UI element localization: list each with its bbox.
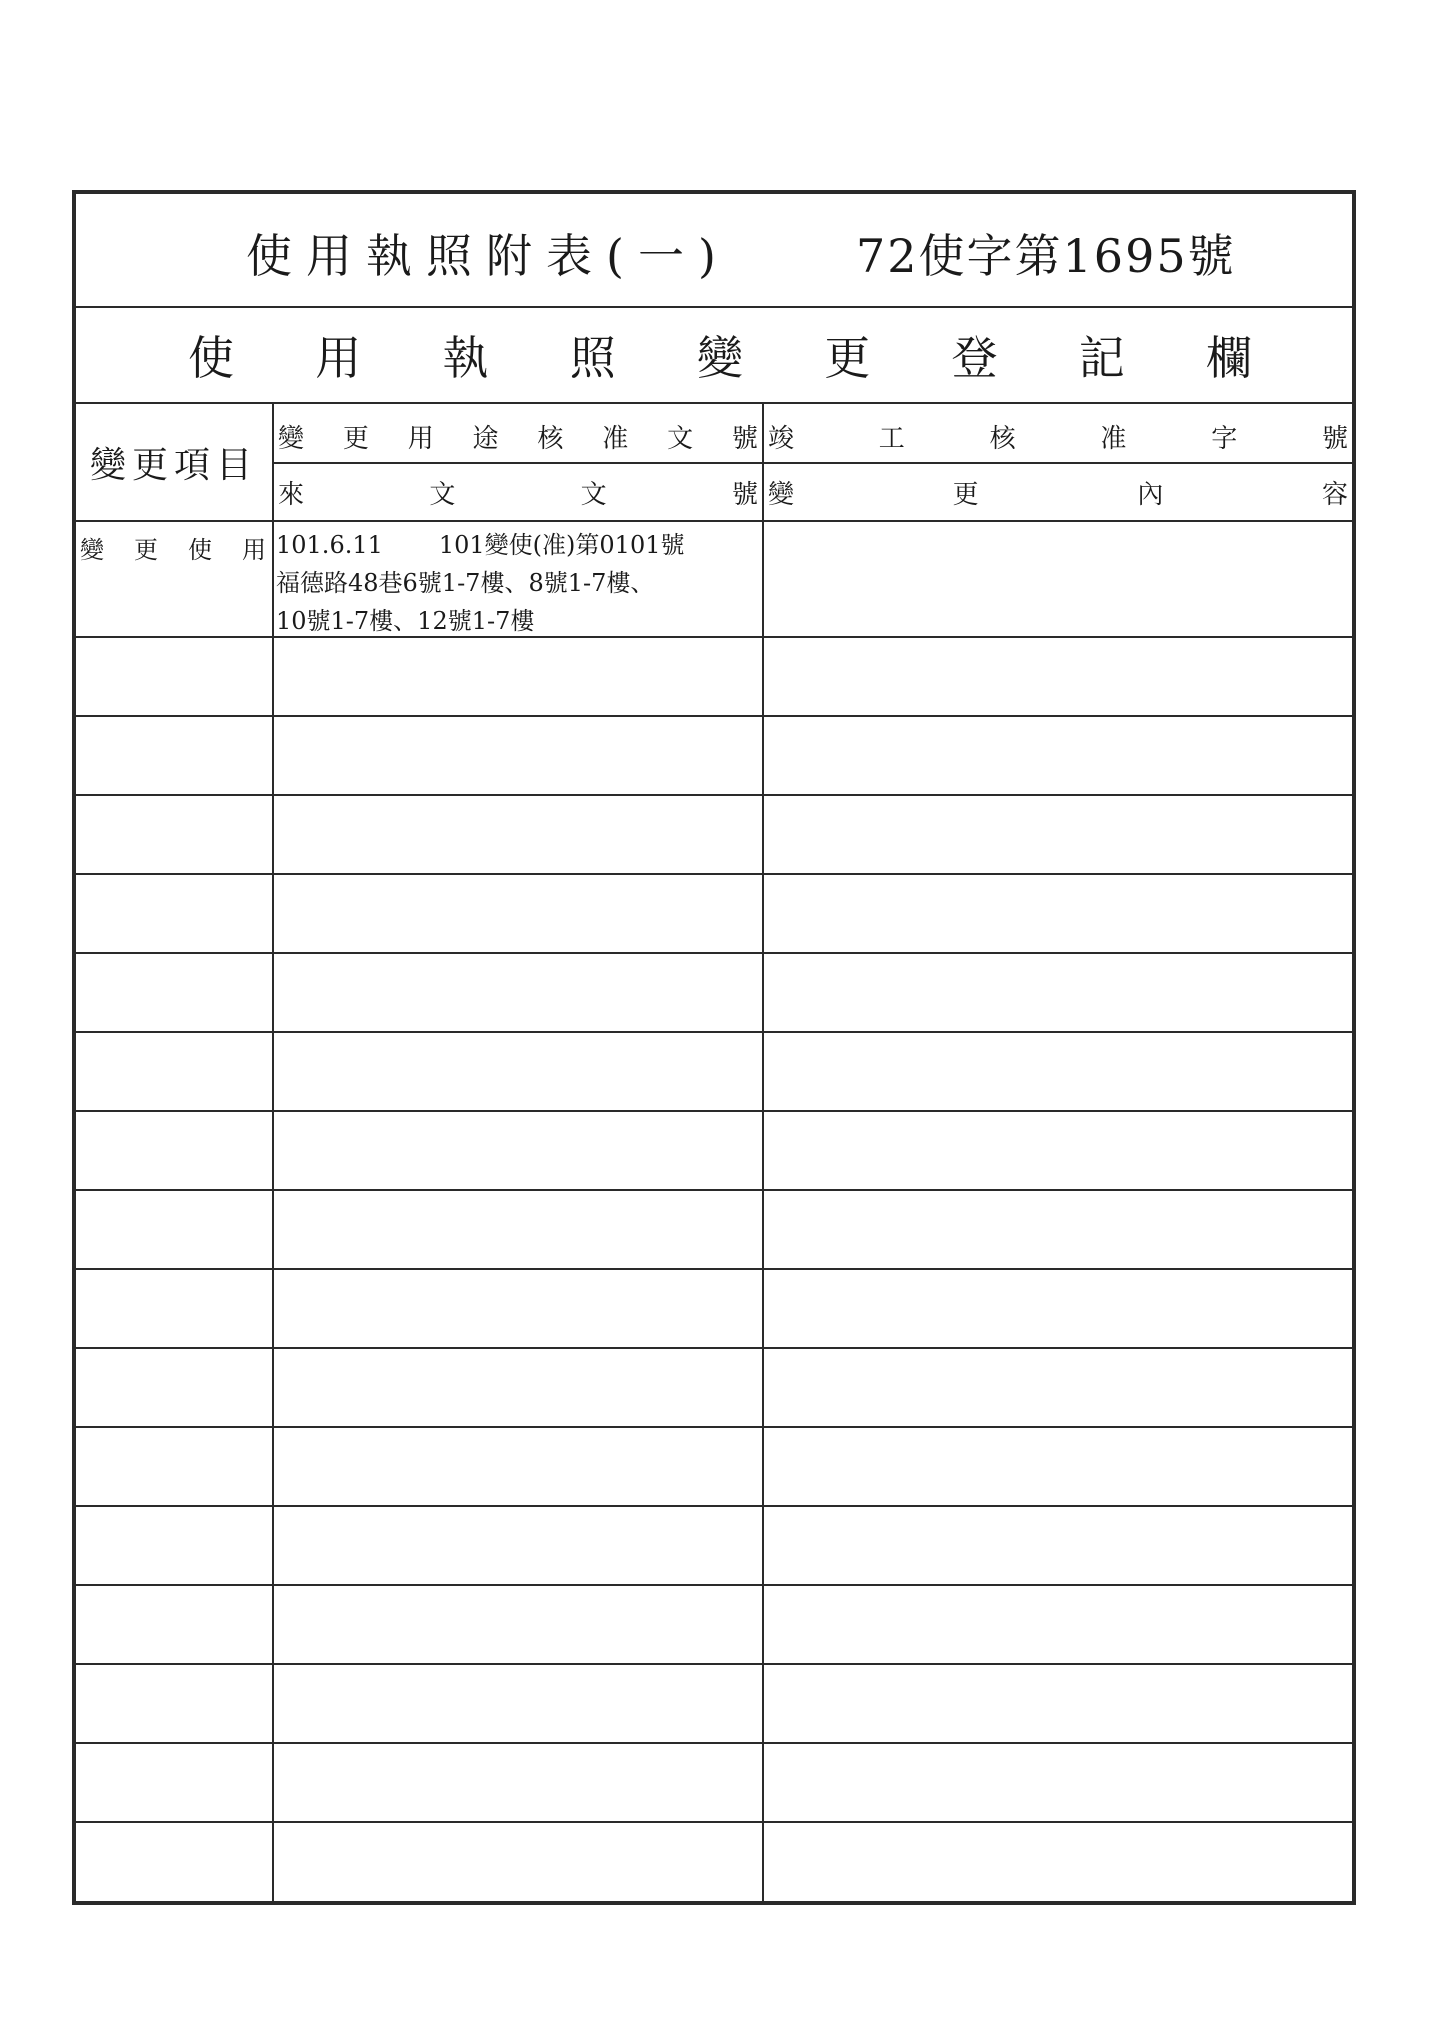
entry-address-line: 福德路48巷6號1-7樓、8號1-7樓、 — [276, 569, 655, 597]
table-row-line — [76, 1189, 1352, 1191]
header-char: 變 — [278, 423, 305, 454]
header-char: 准 — [602, 423, 629, 454]
entry-date-and-doc-line — [276, 526, 766, 564]
subtitle-char: 欄 — [1206, 331, 1252, 385]
header-char: 內 — [1137, 479, 1164, 510]
subtitle-char: 更 — [824, 331, 871, 385]
usage-license-form — [72, 190, 1356, 1905]
header-char: 容 — [1321, 479, 1348, 510]
header-char: 工 — [878, 423, 905, 454]
table-row-line — [76, 1110, 1352, 1112]
entry-char: 變 — [80, 536, 104, 564]
header-change-item: 變更項目 — [89, 444, 258, 486]
header-incoming-doc-no — [274, 466, 762, 518]
table-row-line — [76, 794, 1352, 796]
form-title: 使用執照附表(一) — [246, 229, 730, 283]
header-char: 文 — [580, 479, 607, 510]
header-char: 准 — [1100, 423, 1127, 454]
change-register-table — [76, 404, 1352, 1901]
header-char: 號 — [1321, 423, 1348, 454]
table-row-line — [76, 1426, 1352, 1428]
header-completion-approval-no — [764, 410, 1352, 462]
license-number: 72使字第1695號 — [856, 229, 1236, 283]
entry-char: 更 — [134, 536, 158, 564]
table-row-line — [76, 873, 1352, 875]
entry-doc-no: 101變使(准)第0101號 — [438, 531, 685, 559]
header-char: 字 — [1211, 423, 1238, 454]
table-row-line — [76, 1821, 1352, 1823]
header-char: 文 — [429, 479, 456, 510]
entry-address-line: 10號1-7樓、12號1-7樓 — [276, 607, 535, 635]
entry-doc-details — [276, 526, 766, 640]
table-row-line — [76, 1505, 1352, 1507]
entry-change-item — [80, 530, 266, 565]
subtitle-char: 登 — [951, 331, 998, 385]
header-char: 更 — [342, 423, 369, 454]
header-divider — [272, 462, 1356, 464]
subtitle-char: 照 — [569, 331, 616, 385]
subtitle-char: 執 — [442, 331, 489, 385]
table-row-line — [76, 1268, 1352, 1270]
header-char: 竣 — [768, 423, 795, 454]
header-change-content — [764, 466, 1352, 518]
header-char: 核 — [537, 423, 564, 454]
subtitle-char: 變 — [697, 331, 743, 385]
table-row-line — [76, 1584, 1352, 1586]
entry-date: 101.6.11 — [276, 531, 383, 559]
header-char: 更 — [952, 479, 979, 510]
header-char: 來 — [278, 479, 305, 510]
table-row-line — [76, 636, 1352, 638]
form-title-row — [76, 194, 1352, 308]
entry-char: 用 — [242, 536, 266, 564]
table-row-line — [76, 1663, 1352, 1665]
entry-char: 使 — [188, 536, 212, 564]
header-char: 用 — [407, 423, 434, 454]
header-char: 核 — [989, 423, 1016, 454]
header-approval-doc-no — [274, 410, 762, 462]
subtitle-char: 用 — [315, 331, 362, 385]
header-char: 文 — [667, 423, 694, 454]
table-row-line — [76, 715, 1352, 717]
table-row-line — [76, 1347, 1352, 1349]
header-char: 號 — [731, 479, 758, 510]
header-char: 變 — [768, 479, 795, 510]
subtitle-char: 使 — [188, 331, 234, 385]
table-row-line — [76, 952, 1352, 954]
table-row-line — [76, 1031, 1352, 1033]
subtitle-char: 記 — [1078, 331, 1125, 385]
column-divider — [272, 404, 274, 1901]
header-char: 號 — [731, 423, 758, 454]
header-char: 途 — [472, 423, 499, 454]
form-subtitle — [76, 308, 1352, 404]
table-row-line — [76, 1742, 1352, 1744]
header-bottom-line — [76, 520, 1352, 522]
